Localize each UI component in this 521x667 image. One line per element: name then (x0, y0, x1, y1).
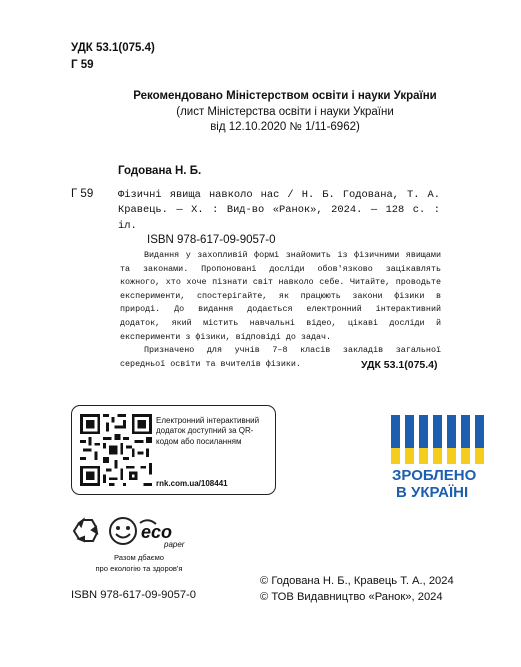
annotation-paragraph: Призначено для учнів 7–8 класів закладів загальної середньої освіти та вчителів фізики. (120, 345, 441, 369)
index-letter: Г 59 (71, 188, 94, 200)
smile-icon (110, 518, 136, 544)
eco-icons-svg (70, 515, 210, 551)
qr-info-box (71, 405, 276, 495)
isbn-footer: ISBN 978-617-09-9057-0 (71, 589, 197, 601)
eco-caption-line: Разом дбаємо (113, 553, 165, 562)
eco-badge-word: eco (141, 522, 173, 542)
eco-paper-icon (140, 520, 185, 549)
eco-icons (70, 515, 210, 551)
bibliographic-entry: Фізичні явища навколо нас / Н. Б. Годована, Т. А. Кравець. — Х. : Вид-во «Ранок», 2024. — 128 с. : іл. (118, 189, 440, 232)
annotation-paragraph: Видання у захопливій формі знайомить із фізичними явищами та законами. Пропоновані досліди обов'язково зацікавлять кожного, хто хоче пізнати світ навколо себе. Читайте, проводьте експерименти, спостерігайте, як працюють закони фізики в природі. До видання додається електронний інтерактивний додаток, який містить навчальні відео, цікаві досліди й експерименти з фізики, відповіді до задач. (120, 250, 441, 342)
recycle-icon (74, 520, 97, 541)
qr-description (156, 416, 268, 488)
isbn-main: ISBN 978-617-09-9057-0 (147, 234, 276, 246)
eco-caption (67, 552, 211, 574)
made-in-line1: ЗРОБЛЕНО (392, 467, 477, 484)
copyright-authors: © Годована Н. Б., Кравець Т. А., 2024 (260, 575, 454, 587)
udk-footer-code: УДК 53.1(075.4) (361, 359, 438, 371)
made-in-ukraine-flag-icon (391, 412, 488, 504)
copyright-block (260, 573, 454, 605)
recommendation-line: Рекомендовано Міністерством освіти і науки України (133, 90, 437, 102)
recommendation-block (95, 89, 475, 136)
eco-badge-sub: paper (164, 540, 185, 549)
author-heading: Годована Н. Б. (118, 165, 202, 177)
udk-code: УДК 53.1(075.4) (71, 42, 155, 54)
qr-code-icon[interactable] (80, 414, 152, 486)
recommendation-letter: (лист Міністерства освіти і науки України (176, 105, 394, 118)
copyright-publisher: © ТОВ Видавництво «Ранок», 2024 (260, 591, 443, 603)
made-in-ukraine-logo (391, 412, 488, 504)
qr-description-text: Електронний інтерактивний додаток доступний за QR-кодом або посиланням (156, 416, 260, 446)
annotation (120, 249, 441, 371)
eco-caption-line: про екологію та здоров'я (95, 564, 183, 573)
made-in-line2: В УКРАЇНІ (396, 484, 469, 501)
udk-header (71, 40, 155, 74)
catalog-index: Г 59 (71, 59, 94, 71)
recommendation-date: від 12.10.2020 № 1/11-6962) (210, 121, 360, 133)
qr-link[interactable]: rnk.com.ua/108441 (156, 479, 228, 488)
